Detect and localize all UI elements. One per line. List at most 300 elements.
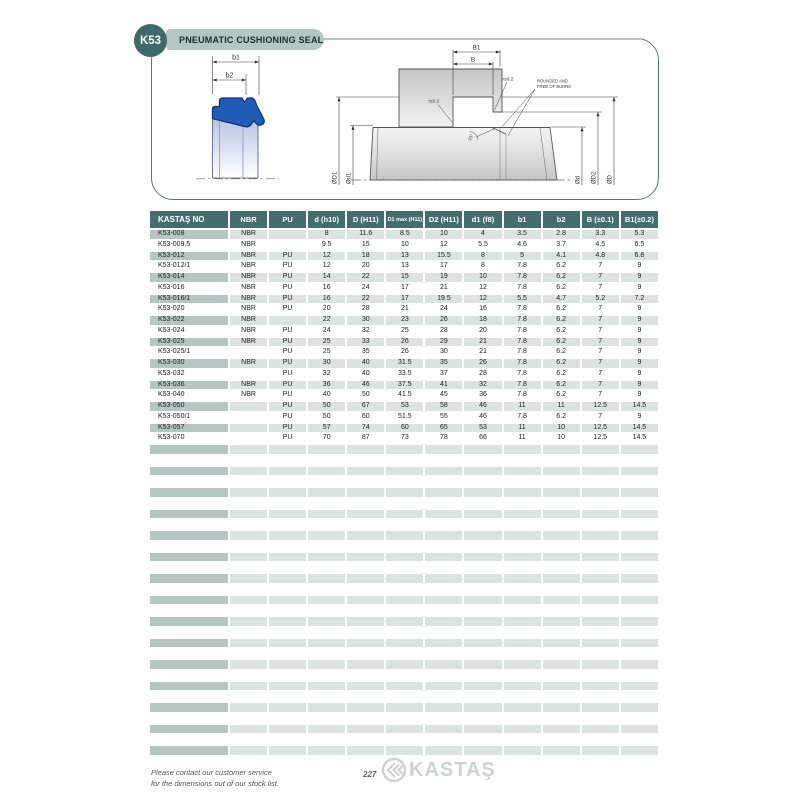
- value-cell: [386, 563, 423, 572]
- value-cell: 25: [400, 326, 409, 334]
- empty-row: [150, 703, 658, 712]
- value-cell: 32: [464, 381, 501, 390]
- value-cell: [621, 531, 658, 540]
- value-cell: [347, 725, 384, 734]
- empty-row: [150, 553, 658, 562]
- value-cell: [543, 542, 580, 551]
- value-cell: [543, 606, 580, 615]
- value-cell: 36: [479, 391, 487, 399]
- dim-label-b2: b2: [225, 72, 234, 80]
- value-cell: 6.2: [556, 391, 567, 399]
- value-cell: [269, 735, 306, 744]
- value-cell: [230, 596, 267, 605]
- value-cell: [464, 735, 501, 744]
- table-row: [150, 370, 658, 379]
- value-cell: [425, 456, 462, 465]
- value-cell: 30: [347, 316, 384, 325]
- value-cell: [269, 563, 306, 572]
- value-cell: 14.5: [632, 434, 647, 442]
- value-cell: [582, 574, 619, 583]
- value-cell: 5.2: [582, 295, 619, 304]
- table-row: [150, 284, 658, 293]
- value-cell: [230, 445, 267, 454]
- part-number-cell: K53-050: [150, 402, 228, 411]
- value-cell: [425, 746, 462, 755]
- column-header: b1: [504, 211, 541, 228]
- value-cell: 6.2: [543, 359, 580, 368]
- value-cell: [582, 606, 619, 615]
- value-cell: 4.1: [543, 252, 580, 261]
- value-cell: [582, 585, 619, 594]
- value-cell: [464, 671, 501, 680]
- value-cell: [504, 467, 541, 476]
- footer-note-line1: Please contact our customer service: [151, 768, 272, 777]
- value-cell: [582, 456, 619, 465]
- part-number-cell: K53-036: [150, 381, 228, 390]
- value-cell: 12.5: [582, 424, 619, 433]
- column-header: D (H11): [347, 211, 384, 228]
- note-line1: ROUNDED AND: [537, 78, 568, 84]
- value-cell: 6.2: [556, 348, 567, 356]
- empty-row: [150, 617, 658, 626]
- part-number-cell: [150, 746, 228, 755]
- value-cell: [621, 628, 658, 637]
- value-cell: [621, 682, 658, 691]
- value-cell: [543, 499, 580, 508]
- value-cell: 7.8: [504, 359, 541, 368]
- value-cell: 21: [479, 348, 487, 356]
- value-cell: [386, 682, 423, 691]
- brand-logo: [381, 757, 496, 783]
- value-cell: [425, 692, 462, 701]
- table-row: [150, 381, 658, 390]
- value-cell: [543, 520, 580, 529]
- value-cell: [543, 714, 580, 723]
- value-cell: 6.2: [556, 283, 567, 291]
- dim-label-B1: B1: [472, 44, 481, 52]
- value-cell: [269, 456, 306, 465]
- value-cell: [425, 682, 462, 691]
- part-number-cell: [150, 671, 228, 680]
- angle-label: 15°: [466, 133, 475, 142]
- value-cell: [269, 542, 306, 551]
- value-cell: [504, 649, 541, 658]
- value-cell: [230, 746, 267, 755]
- value-cell: 7: [598, 412, 603, 420]
- part-number-cell: [150, 531, 228, 540]
- value-cell: [582, 639, 619, 648]
- value-cell: [269, 477, 306, 486]
- value-cell: [582, 735, 619, 744]
- value-cell: [269, 628, 306, 637]
- value-cell: [386, 467, 423, 476]
- value-cell: 7.8: [504, 381, 541, 390]
- value-cell: [386, 617, 423, 626]
- value-cell: [230, 617, 267, 626]
- part-number-cell: [150, 477, 228, 486]
- value-cell: 6.8: [621, 252, 658, 261]
- value-cell: [621, 553, 658, 562]
- value-cell: [347, 542, 384, 551]
- value-cell: 10: [425, 230, 462, 239]
- value-cell: [504, 510, 541, 519]
- value-cell: [230, 488, 267, 497]
- table-row: [150, 262, 658, 271]
- value-cell: [621, 617, 658, 626]
- part-number-cell: [150, 735, 228, 744]
- value-cell: [504, 596, 541, 605]
- value-cell: [464, 488, 501, 497]
- value-cell: [464, 682, 501, 691]
- value-cell: [504, 628, 541, 637]
- part-number-cell: [150, 574, 228, 583]
- value-cell: [464, 477, 501, 486]
- value-cell: 21: [400, 305, 409, 313]
- value-cell: 7.8: [504, 273, 541, 282]
- part-number-cell: [150, 585, 228, 594]
- value-cell: 5: [504, 252, 541, 261]
- value-cell: [582, 596, 619, 605]
- value-cell: 22: [347, 273, 384, 282]
- dia-label-D2: ØD2: [591, 171, 598, 184]
- value-cell: [464, 445, 501, 454]
- value-cell: 4.7: [543, 295, 580, 304]
- value-cell: NBR: [241, 283, 256, 291]
- value-cell: [464, 649, 501, 658]
- value-cell: [504, 746, 541, 755]
- value-cell: [269, 649, 306, 658]
- table-row: [150, 327, 658, 336]
- value-cell: 12: [440, 240, 448, 248]
- value-cell: [230, 735, 267, 744]
- value-cell: 6.2: [543, 273, 580, 282]
- value-cell: [386, 714, 423, 723]
- value-cell: 55: [440, 412, 448, 420]
- value-cell: [230, 424, 267, 433]
- value-cell: 7: [582, 316, 619, 325]
- value-cell: [230, 660, 267, 669]
- value-cell: 15: [386, 273, 423, 282]
- value-cell: 41: [425, 381, 462, 390]
- empty-row: [150, 725, 658, 734]
- value-cell: 17: [386, 295, 423, 304]
- value-cell: 36: [308, 381, 345, 390]
- value-cell: [582, 682, 619, 691]
- value-cell: 12: [322, 262, 331, 270]
- part-number-cell: [150, 520, 228, 529]
- column-header: d (h10): [308, 211, 345, 228]
- empty-row: [150, 671, 658, 680]
- value-cell: [230, 692, 267, 701]
- value-cell: [347, 671, 384, 680]
- value-cell: PU: [269, 273, 306, 282]
- value-cell: [504, 499, 541, 508]
- value-cell: [308, 735, 345, 744]
- table-header-row: [150, 211, 658, 228]
- value-cell: [308, 649, 345, 658]
- table-row: [150, 273, 658, 282]
- value-cell: 51.5: [398, 412, 412, 420]
- value-cell: 41.5: [398, 391, 412, 399]
- value-cell: 16: [322, 283, 331, 291]
- value-cell: PU: [269, 252, 306, 261]
- value-cell: [269, 596, 306, 605]
- empty-row: [150, 477, 658, 486]
- column-header: d1 (f8): [464, 211, 501, 228]
- value-cell: 6.2: [556, 305, 567, 313]
- value-cell: [504, 735, 541, 744]
- value-cell: [230, 682, 267, 691]
- radius-label-top: r≤0.2: [502, 77, 514, 83]
- value-cell: [464, 467, 501, 476]
- value-cell: [230, 639, 267, 648]
- value-cell: [230, 477, 267, 486]
- value-cell: 5.3: [621, 230, 658, 239]
- value-cell: 17: [440, 262, 448, 270]
- value-cell: [504, 542, 541, 551]
- value-cell: [308, 606, 345, 615]
- value-cell: [347, 488, 384, 497]
- value-cell: [464, 531, 501, 540]
- value-cell: [425, 477, 462, 486]
- part-number-cell: K53-040: [158, 391, 185, 399]
- value-cell: [504, 703, 541, 712]
- empty-row: [150, 714, 658, 723]
- value-cell: [543, 477, 580, 486]
- table-row: [150, 424, 658, 433]
- value-cell: 7.8: [517, 369, 527, 377]
- part-number-cell: [150, 553, 228, 562]
- value-cell: [621, 725, 658, 734]
- value-cell: [464, 542, 501, 551]
- value-cell: 6.5: [634, 240, 645, 248]
- column-header: D2 (H11): [425, 211, 462, 228]
- value-cell: 3.3: [582, 230, 619, 239]
- value-cell: [504, 714, 541, 723]
- value-cell: [464, 563, 501, 572]
- value-cell: 30: [308, 359, 345, 368]
- value-cell: [504, 520, 541, 529]
- value-cell: [464, 510, 501, 519]
- value-cell: [464, 585, 501, 594]
- value-cell: [464, 628, 501, 637]
- empty-row: [150, 692, 658, 701]
- part-number-cell: [150, 639, 228, 648]
- table-row: [150, 338, 658, 347]
- value-cell: [269, 703, 306, 712]
- value-cell: [621, 639, 658, 648]
- value-cell: 14.5: [621, 402, 658, 411]
- value-cell: NBR: [230, 338, 267, 347]
- value-cell: [347, 445, 384, 454]
- product-code: K53: [139, 34, 162, 47]
- part-number-cell: K53-024: [158, 326, 185, 334]
- value-cell: [425, 714, 462, 723]
- part-number-cell: [150, 682, 228, 691]
- dia-label-D: ØD: [607, 175, 614, 184]
- table-row: [150, 230, 658, 239]
- value-cell: 7.2: [621, 295, 658, 304]
- value-cell: [308, 660, 345, 669]
- value-cell: 7: [598, 326, 603, 334]
- value-cell: 9: [637, 326, 642, 334]
- value-cell: [621, 714, 658, 723]
- value-cell: [621, 660, 658, 669]
- value-cell: [582, 499, 619, 508]
- part-number-cell: [150, 456, 228, 465]
- value-cell: [582, 477, 619, 486]
- value-cell: 26: [464, 359, 501, 368]
- value-cell: [504, 553, 541, 562]
- value-cell: [230, 531, 267, 540]
- table-row: [150, 305, 658, 314]
- part-number-cell: [150, 596, 228, 605]
- value-cell: 6.2: [543, 338, 580, 347]
- value-cell: [464, 692, 501, 701]
- value-cell: [504, 639, 541, 648]
- value-cell: 4.8: [582, 252, 619, 261]
- value-cell: [464, 553, 501, 562]
- value-cell: [543, 617, 580, 626]
- value-cell: [347, 499, 384, 508]
- value-cell: PU: [269, 402, 306, 411]
- radius-label-left: r≤0.2: [428, 99, 440, 105]
- note-line2: FREE OF BURRS: [537, 84, 571, 89]
- value-cell: 4.5: [595, 240, 606, 248]
- value-cell: [504, 477, 541, 486]
- value-cell: 53: [464, 424, 501, 433]
- value-cell: 60: [361, 412, 370, 420]
- value-cell: 7.8: [504, 316, 541, 325]
- value-cell: [504, 660, 541, 669]
- value-cell: 19: [425, 273, 462, 282]
- value-cell: 26: [386, 338, 423, 347]
- value-cell: [543, 735, 580, 744]
- value-cell: 35: [361, 348, 370, 356]
- value-cell: [425, 488, 462, 497]
- value-cell: [425, 660, 462, 669]
- value-cell: [621, 585, 658, 594]
- value-cell: 14.5: [621, 424, 658, 433]
- housing: [399, 69, 502, 127]
- column-header: PU: [269, 211, 306, 228]
- value-cell: [621, 703, 658, 712]
- empty-row: [150, 585, 658, 594]
- value-cell: 11: [543, 402, 580, 411]
- value-cell: 32: [322, 369, 331, 377]
- value-cell: [230, 714, 267, 723]
- value-cell: [504, 563, 541, 572]
- value-cell: 7: [598, 262, 603, 270]
- value-cell: 6.2: [556, 412, 567, 420]
- value-cell: [621, 671, 658, 680]
- empty-row: [150, 596, 658, 605]
- value-cell: [386, 606, 423, 615]
- value-cell: [308, 542, 345, 551]
- value-cell: [582, 553, 619, 562]
- value-cell: 6.2: [556, 326, 567, 334]
- value-cell: NBR: [230, 252, 267, 261]
- value-cell: NBR: [230, 295, 267, 304]
- value-cell: [230, 649, 267, 658]
- empty-row: [150, 520, 658, 529]
- value-cell: [308, 596, 345, 605]
- value-cell: [269, 445, 306, 454]
- value-cell: [308, 510, 345, 519]
- value-cell: [386, 477, 423, 486]
- value-cell: [269, 746, 306, 755]
- part-number-cell: K53-014: [150, 273, 228, 282]
- value-cell: [504, 574, 541, 583]
- value-cell: 33: [347, 338, 384, 347]
- column-header: B1(±0.2): [621, 211, 658, 228]
- value-cell: 22: [308, 316, 345, 325]
- value-cell: [543, 467, 580, 476]
- value-cell: [425, 725, 462, 734]
- value-cell: [543, 510, 580, 519]
- value-cell: 32: [361, 326, 370, 334]
- value-cell: [308, 692, 345, 701]
- value-cell: [308, 617, 345, 626]
- value-cell: [230, 542, 267, 551]
- part-number-cell: K53-022: [150, 316, 228, 325]
- value-cell: 28: [479, 369, 487, 377]
- part-number-cell: [150, 488, 228, 497]
- value-cell: [582, 488, 619, 497]
- value-cell: [386, 456, 423, 465]
- value-cell: 25: [308, 338, 345, 347]
- value-cell: [543, 682, 580, 691]
- value-cell: [504, 531, 541, 540]
- part-number-cell: K53-016: [158, 283, 185, 291]
- value-cell: [269, 617, 306, 626]
- value-cell: [543, 649, 580, 658]
- empty-row: [150, 606, 658, 615]
- value-cell: [621, 445, 658, 454]
- value-cell: PU: [282, 369, 293, 377]
- value-cell: [582, 671, 619, 680]
- value-cell: [230, 370, 267, 379]
- value-cell: 73: [400, 434, 409, 442]
- value-cell: 37.5: [386, 381, 423, 390]
- column-header: D1 max (H11): [386, 211, 423, 228]
- empty-row: [150, 639, 658, 648]
- value-cell: [543, 574, 580, 583]
- value-cell: [582, 617, 619, 626]
- value-cell: [308, 746, 345, 755]
- value-cell: [347, 639, 384, 648]
- value-cell: [230, 563, 267, 572]
- value-cell: [230, 413, 267, 422]
- value-cell: [543, 660, 580, 669]
- value-cell: 7: [582, 381, 619, 390]
- empty-row: [150, 499, 658, 508]
- value-cell: [386, 649, 423, 658]
- value-cell: 9: [621, 381, 658, 390]
- value-cell: [347, 585, 384, 594]
- value-cell: PU: [282, 412, 293, 420]
- value-cell: 7.8: [517, 283, 527, 291]
- value-cell: 33.5: [398, 369, 412, 377]
- value-cell: NBR: [230, 316, 267, 325]
- value-cell: NBR: [241, 305, 256, 313]
- value-cell: [504, 606, 541, 615]
- empty-row: [150, 574, 658, 583]
- dia-label-d: Ød: [575, 175, 582, 184]
- technical-drawings: [151, 38, 657, 198]
- column-header: NBR: [230, 211, 267, 228]
- value-cell: [308, 714, 345, 723]
